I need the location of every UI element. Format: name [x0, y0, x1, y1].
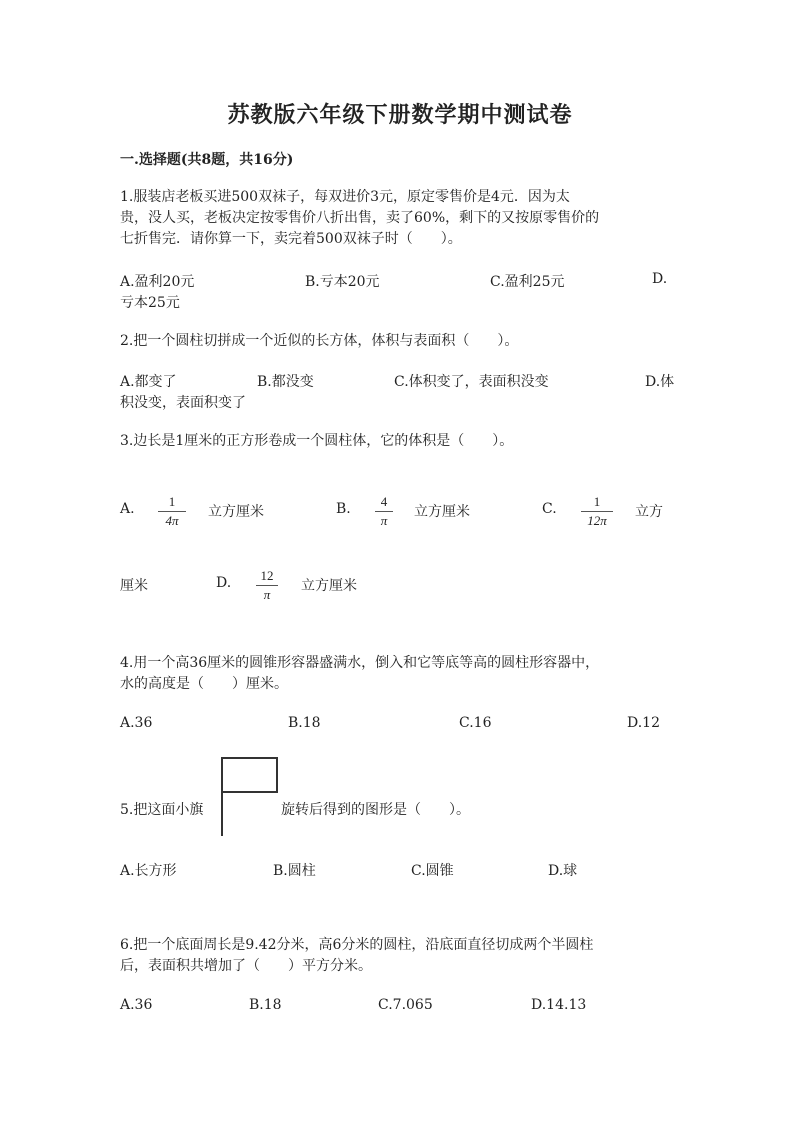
question-1-option-c: C.盈利25元	[490, 274, 565, 290]
question-3-unit-b: 立方厘米	[414, 504, 470, 520]
fraction-denominator: 12π	[587, 513, 607, 528]
question-3-option-a: A.	[120, 501, 135, 517]
question-5-option-d: D.球	[548, 863, 578, 879]
question-1-option-a: A.盈利20元	[120, 274, 195, 290]
flag-rectangle	[222, 758, 277, 792]
question-3-fraction-c	[581, 494, 613, 529]
question-3-unit-a: 立方厘米	[208, 504, 264, 520]
question-2-option-d-text: 积没变，表面积变了	[120, 395, 246, 411]
fraction-bar	[158, 511, 186, 512]
question-3-unit-c-cont: 厘米	[120, 578, 148, 594]
fraction-bar	[375, 511, 393, 512]
question-1-line-3: 七折售完．请你算一下，卖完着500双袜子时（ ）。	[120, 231, 462, 247]
question-1-option-d: D.	[652, 271, 668, 287]
question-2-option-a: A.都变了	[120, 374, 177, 390]
section-heading: 一.选择题(共8题，共16分)	[120, 152, 294, 168]
question-5-text-before: 5.把这面小旗	[120, 802, 204, 818]
fraction-numerator: 1	[593, 494, 601, 509]
question-4-option-d: D.12	[627, 715, 660, 731]
question-2-option-d: D.体	[645, 374, 675, 390]
question-3-fraction-b	[375, 494, 393, 529]
question-4-line-2: 水的高度是（ ）厘米。	[120, 676, 288, 692]
question-6-option-b: B.18	[249, 997, 282, 1013]
question-6-option-c: C.7.065	[378, 997, 433, 1013]
question-3-unit-c: 立方	[635, 504, 663, 520]
question-5-option-c: C.圆锥	[411, 863, 454, 879]
question-3-line: 3.边长是1厘米的正方形卷成一个圆柱体，它的体积是（ ）。	[120, 433, 514, 449]
question-4-line-1: 4.用一个高36厘米的圆锥形容器盛满水，倒入和它等底等高的圆柱形容器中，	[120, 655, 600, 671]
fraction-bar	[581, 511, 613, 512]
question-5-option-a: A.长方形	[120, 863, 177, 879]
question-2-line: 2.把一个圆柱切拼成一个近似的长方体，体积与表面积（ ）。	[120, 333, 519, 349]
question-5-option-b: B.圆柱	[273, 863, 316, 879]
page-title: 苏教版六年级下册数学期中测试卷	[227, 102, 573, 128]
question-2-option-c: C.体积变了，表面积没变	[394, 374, 549, 390]
fraction-denominator: π	[380, 513, 388, 528]
question-6-option-d: D.14.13	[531, 997, 587, 1013]
question-3-option-c: C.	[542, 501, 557, 517]
fraction-bar	[256, 585, 278, 586]
question-3-option-d: D.	[216, 575, 232, 591]
question-4-option-b: B.18	[288, 715, 321, 731]
question-4-option-a: A.36	[120, 715, 153, 731]
question-1-option-d-text: 亏本25元	[120, 295, 180, 311]
question-4-option-c: C.16	[459, 715, 492, 731]
question-6-line-1: 6.把一个底面周长是9.42分米，高6分米的圆柱，沿底面直径切成两个半圆柱	[120, 937, 594, 953]
question-1-line-2: 贵，没人买，老板决定按零售价八折出售，卖了60%，剩下的又按原零售价的	[120, 210, 600, 226]
question-3-unit-d: 立方厘米	[301, 578, 357, 594]
fraction-numerator: 12	[260, 568, 274, 583]
question-6-option-a: A.36	[120, 997, 153, 1013]
question-3-option-b: B.	[336, 501, 351, 517]
fraction-denominator: π	[263, 587, 271, 602]
question-2-option-b: B.都没变	[257, 374, 314, 390]
question-3-fraction-a	[158, 494, 186, 529]
question-5-text-after: 旋转后得到的图形是（ ）。	[281, 802, 470, 818]
fraction-denominator: 4π	[165, 513, 179, 528]
fraction-numerator: 4	[380, 494, 388, 509]
fraction-numerator: 1	[168, 494, 176, 509]
question-1-line-1: 1.服装店老板买进500双袜子，每双进价3元，原定零售价是4元．因为太	[120, 189, 570, 205]
question-3-fraction-d	[256, 568, 278, 603]
question-6-line-2: 后，表面积共增加了（ ）平方分米。	[120, 958, 372, 974]
flag-figure	[218, 756, 282, 838]
question-1-option-b: B.亏本20元	[305, 274, 380, 290]
